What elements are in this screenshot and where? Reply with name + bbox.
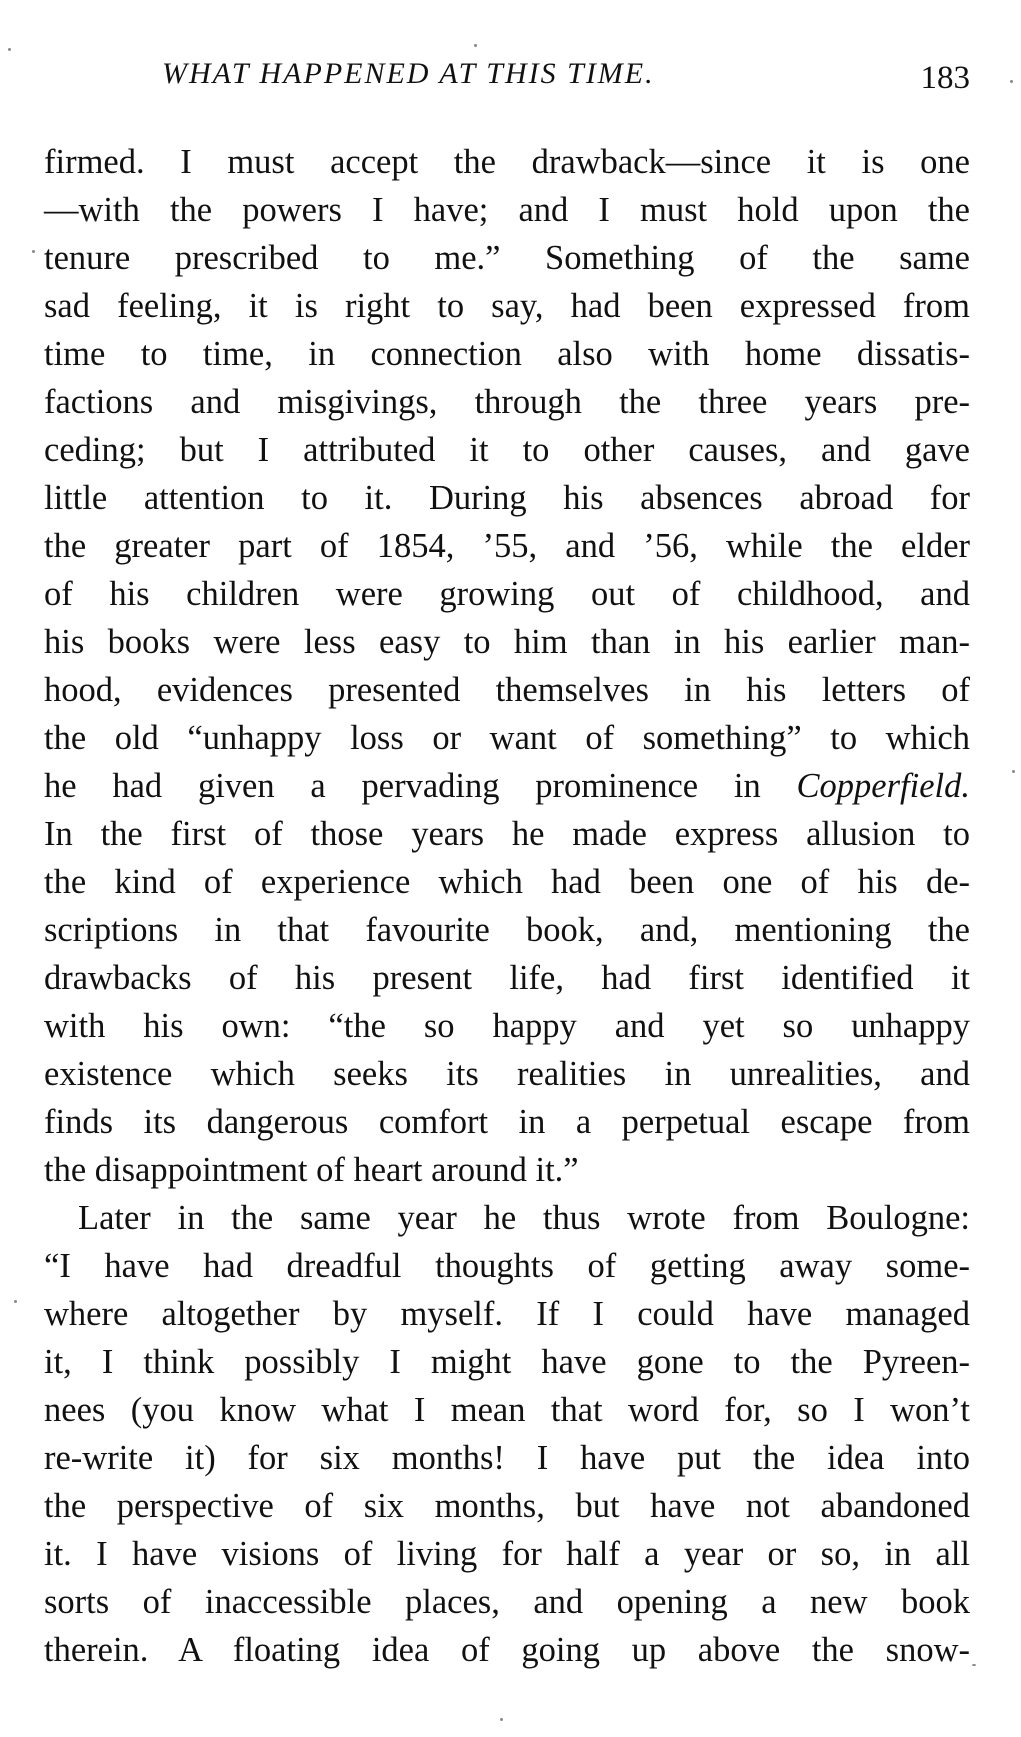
text-line: it. I have visions of living for half a year or so, in all — [44, 1535, 970, 1573]
text-line: the greater part of 1854, ’55, and ’56, while the elder — [44, 527, 970, 565]
text-line-last: the disappointment of heart around it.” — [44, 1151, 579, 1189]
text-line: nees (you know what I mean that word for, so I won’t — [44, 1391, 970, 1429]
scan-speck — [474, 44, 477, 47]
paragraph-1 — [44, 138, 970, 1194]
body-text — [44, 138, 970, 1674]
scan-speck — [32, 250, 35, 253]
text-line: the old “unhappy loss or want of something” to which — [44, 719, 970, 757]
text-line: finds its dangerous comfort in a perpetual escape from — [44, 1103, 970, 1141]
text-line: re-write it) for six months! I have put the idea into — [44, 1439, 970, 1477]
scan-speck — [1012, 770, 1015, 773]
text-line: hood, evidences presented themselves in his letters of — [44, 671, 970, 709]
text-line: —with the powers I have; and I must hold upon the — [44, 191, 970, 229]
book-title-italic: Copperfield. — [796, 767, 970, 805]
text-line: factions and misgivings, through the three years pre- — [44, 383, 970, 421]
text-line: where altogether by myself. If I could have managed — [44, 1295, 970, 1333]
page-number: 183 — [920, 60, 970, 96]
text-line-indented: Later in the same year he thus wrote from Boulogne: — [78, 1199, 970, 1237]
text-line: scriptions in that favourite book, and, mentioning the — [44, 911, 970, 949]
text-line: firmed. I must accept the drawback—since it is one — [44, 143, 970, 181]
text-line: his books were less easy to him than in his earlier man- — [44, 623, 970, 661]
scan-speck — [500, 1718, 503, 1721]
text-line: little attention to it. During his absences abroad for — [44, 479, 970, 517]
text-line: of his children were growing out of childhood, and — [44, 575, 970, 613]
text-line: therein. A floating idea of going up above the snow- — [44, 1631, 970, 1669]
scan-speck — [972, 1664, 976, 1666]
scan-speck — [1010, 80, 1013, 83]
text-line: tenure prescribed to me.” Something of the same — [44, 239, 970, 277]
text-line: “I have had dreadful thoughts of getting away some- — [44, 1247, 970, 1285]
running-head — [162, 52, 970, 96]
text-line — [44, 762, 970, 810]
text-line: time to time, in connection also with home dissatis- — [44, 335, 970, 373]
text-line: sorts of inaccessible places, and opening a new book — [44, 1583, 970, 1621]
scan-speck — [8, 48, 11, 51]
text-segment: he had given a pervading prominence in — [44, 767, 797, 805]
running-title: WHAT HAPPENED AT THIS TIME. — [162, 57, 655, 90]
text-line: In the first of those years he made express allusion to — [44, 815, 970, 853]
text-line: existence which seeks its realities in unrealities, and — [44, 1055, 970, 1093]
scan-speck — [14, 1300, 17, 1303]
text-line: sad feeling, it is right to say, had been expressed from — [44, 287, 970, 325]
text-line: with his own: “the so happy and yet so unhappy — [44, 1007, 970, 1045]
text-line: the perspective of six months, but have not abandoned — [44, 1487, 970, 1525]
text-line: the kind of experience which had been one of his de- — [44, 863, 970, 901]
text-line: drawbacks of his present life, had first identified it — [44, 959, 970, 997]
text-line: it, I think possibly I might have gone to the Pyreen- — [44, 1343, 970, 1381]
text-line: ceding; but I attributed it to other causes, and gave — [44, 431, 970, 469]
paragraph-2 — [44, 1194, 970, 1674]
